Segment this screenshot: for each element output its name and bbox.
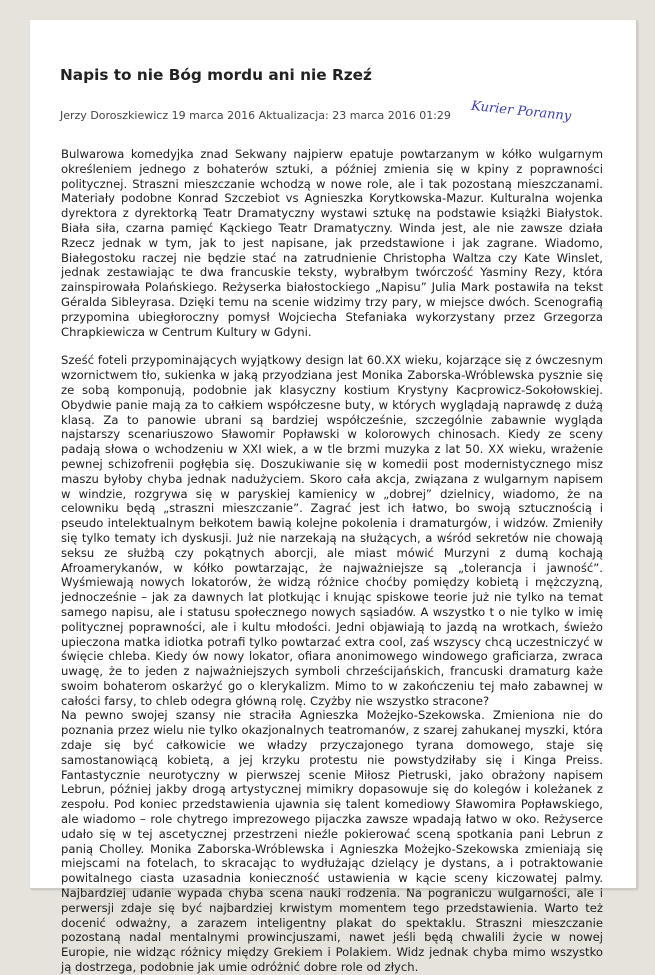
article-paragraph: Na pewno swojej szansy nie straciła Agnieszka Możejko-Szekowska. Zmieniona nie do poznania przez wielu nie tylko okazjonalnych teatromanów, z szarej zahukanej myszki, która zdaje się być całkowicie we władzy przyczajonego tyrana domowego, staje się samostanowiącą kobietą, a jej krzyku protestu nie powstydziłaby się i Kinga Preiss. Fantastycznie neurotyczny w pierwszej scenie Miłosz Pietruski, jako obrażony napisem Lebrun, później jakby drogą artystycznej mimikry dopasowuje się do kolegów i koleżanek z zespołu. Pod koniec przedstawienia ujawnia się talent komediowy Sławomira Popławskiego, ale wiadomo – role chytrego imprezowego pijaczka zawsze wpadają łatwo w oko. Reżyserce udało się w tej ascetycznej przestrzeni nieźle pokierować sceną spotkania pani Lebrun z panią Cholley. Monika Zaborska-Wróblewska i Agnieszka Możejko-Szekowska zmieniają się miejscami na fotelach, to skracając to wydłużając dzielący je dystans, a i potraktowanie powitalnego ciasta uzasadnia konieczność ustawienia w kącie sceny kiczowatej palmy. Najbardziej udanie wypada chyba scena nauki rodzenia. Na pograniczu wulgarności, ale i perwersji zdaje się być najbardziej krwistym momentem tego przedstawienia. Warto też docenić odważny, a zarazem inteligentny plakat do spektaklu. Straszni mieszczanie pozostaną nadal mentalnymi prowincjuszami, nawet jeśli będą chwalili życie w nowej Europie, nie widząc różnicy między Grekiem i Polakiem. Widz jednak chyba mimo wszystko ją dostrzega, podobnie jak umie odróżnić dobre role od złych. — [61, 708, 603, 975]
article-byline: Jerzy Doroszkiewicz 19 marca 2016 Aktualizacja: 23 marca 2016 01:29 — [60, 109, 451, 122]
handwritten-source-note: Kurier Poranny — [470, 98, 572, 125]
article-title: Napis to nie Bóg mordu ani nie Rzeź — [60, 66, 372, 84]
article-paragraph: Sześć foteli przypominających wyjątkowy design lat 60.XX wieku, kojarzące się z ówczesnym wzornictwem tło, sukienka w jaką przyodziana jest Monika Zaborska-Wróblewska pysznie się ze sobą komponują, podobnie jak klasyczny kostium Krystyny Kacprowicz-Sokołowskiej. Obydwie panie mają za to całkiem współczesne buty, w których wyglądają naprawdę z dużą klasą. Za to panowie ubrani są bardziej współcześnie, szczególnie zabawnie wygląda najstarszy scenariuszowo Sławomir Popławski w kolorowych chinosach. Kiedy ze sceny padają słowa o wchodzeniu w XXI wiek, a w tle brzmi muzyka z lat 50. XX wieku, wrażenie pewnej schizofrenii pogłębia się. Doszukiwanie się w komedii post modernistycznego misz maszu byłoby chyba jednak nadużyciem. Skoro cała akcja, związana z wulgarnym napisem w windzie, rozgrywa się w paryskiej kamienicy w „dobrej” dzielnicy, wiadomo, że na celowniku będą „straszni mieszczanie”. Zagrać jest ich łatwo, bo swoją sztucznością i pseudo intelektualnym bełkotem bawią kolejne pokolenia i dramaturgów, i widzów. Zmieniły się tylko tematy ich dyskusji. Już nie narzekają na służących, a wśród sekretów nie chowają seksu ze służbą czy pokątnych aborcji, ale miast mówić Murzyni z dumą kochają Afroamerykanów, w kółko powtarzając, że najważniejsze są „tolerancja i jawność”. Wyśmiewają nowych lokatorów, że widzą różnice choćby pomiędzy kobietą i mężczyzną, jednocześnie – jak za dawnych lat plotkując i knując spiskowe teorie już nie tylko na temat samego napisu, ale i statusu społecznego nowych sąsiadów. A wszystko t o nie tylko w imię politycznej poprawności, ale i kultu młodości. Jedni objawiają to jazdą na wrotkach, świeżo upieczona matka idiotka potrafi tylko powtarzać extra cool, zaś wszyscy chcą uczestniczyć w święcie chleba. Kiedy ów nowy lokator, ofiara anonimowego windowego graficiarza, zwraca uwagę, że to jeden z najważniejszych symboli chrześcijańskich, francuski dramaturg każe swoim bohaterom oskarżyć go o klerykalizm. Mimo to w zakończeniu tej mało zabawnej w całości farsy, to chleb odegra główną rolę. Czyżby nie wszystko stracone? — [61, 353, 603, 708]
document-page — [30, 20, 637, 975]
article-paragraph: Bulwarowa komedyjka znad Sekwany najpierw epatuje powtarzanym w kółko wulgarnym określeniem jednego z bohaterów sztuki, a później zmienia się w kpiny z poprawności politycznej. Straszni mieszczanie wchodzą w nowe role, ale i tak pozostaną mieszczanami. Materiały podobne Konrad Szczebiot vs Agnieszka Korytkowska-Mazur. Kulturalna wojenka dyrektora z dyrektorką Teatr Dramatyczny wystawi sztukę na podstawie książki Białystok. Biała siła, czarna pamięć Kąckiego Teatr Dramatyczny. Winda jest, ale nie zawsze działa Rzecz jednak w tym, jak to jest napisane, jak przedstawione i jak zagrane. Wiadomo, Białegostoku raczej nie będzie stać na zatrudnienie Christopha Waltza czy Kate Winslet, jednak zestawiając te dwa francuskie teksty, wybrałbym twórczość Yasminy Rezy, która zainspirowała Polańskiego. Reżyserka białostockiego „Napisu” Julia Mark postawiła na tekst Géralda Sibleyrasa. Dzięki temu na scenie widzimy trzy pary, w miejsce dwóch. Scenografią przypomina ubiegłoroczny pomysł Wojciecha Stefaniaka wykorzystany przez Grzegorza Chrapkiewicza w Centrum Kultury w Gdyni. — [61, 147, 603, 339]
article-body — [61, 147, 603, 975]
